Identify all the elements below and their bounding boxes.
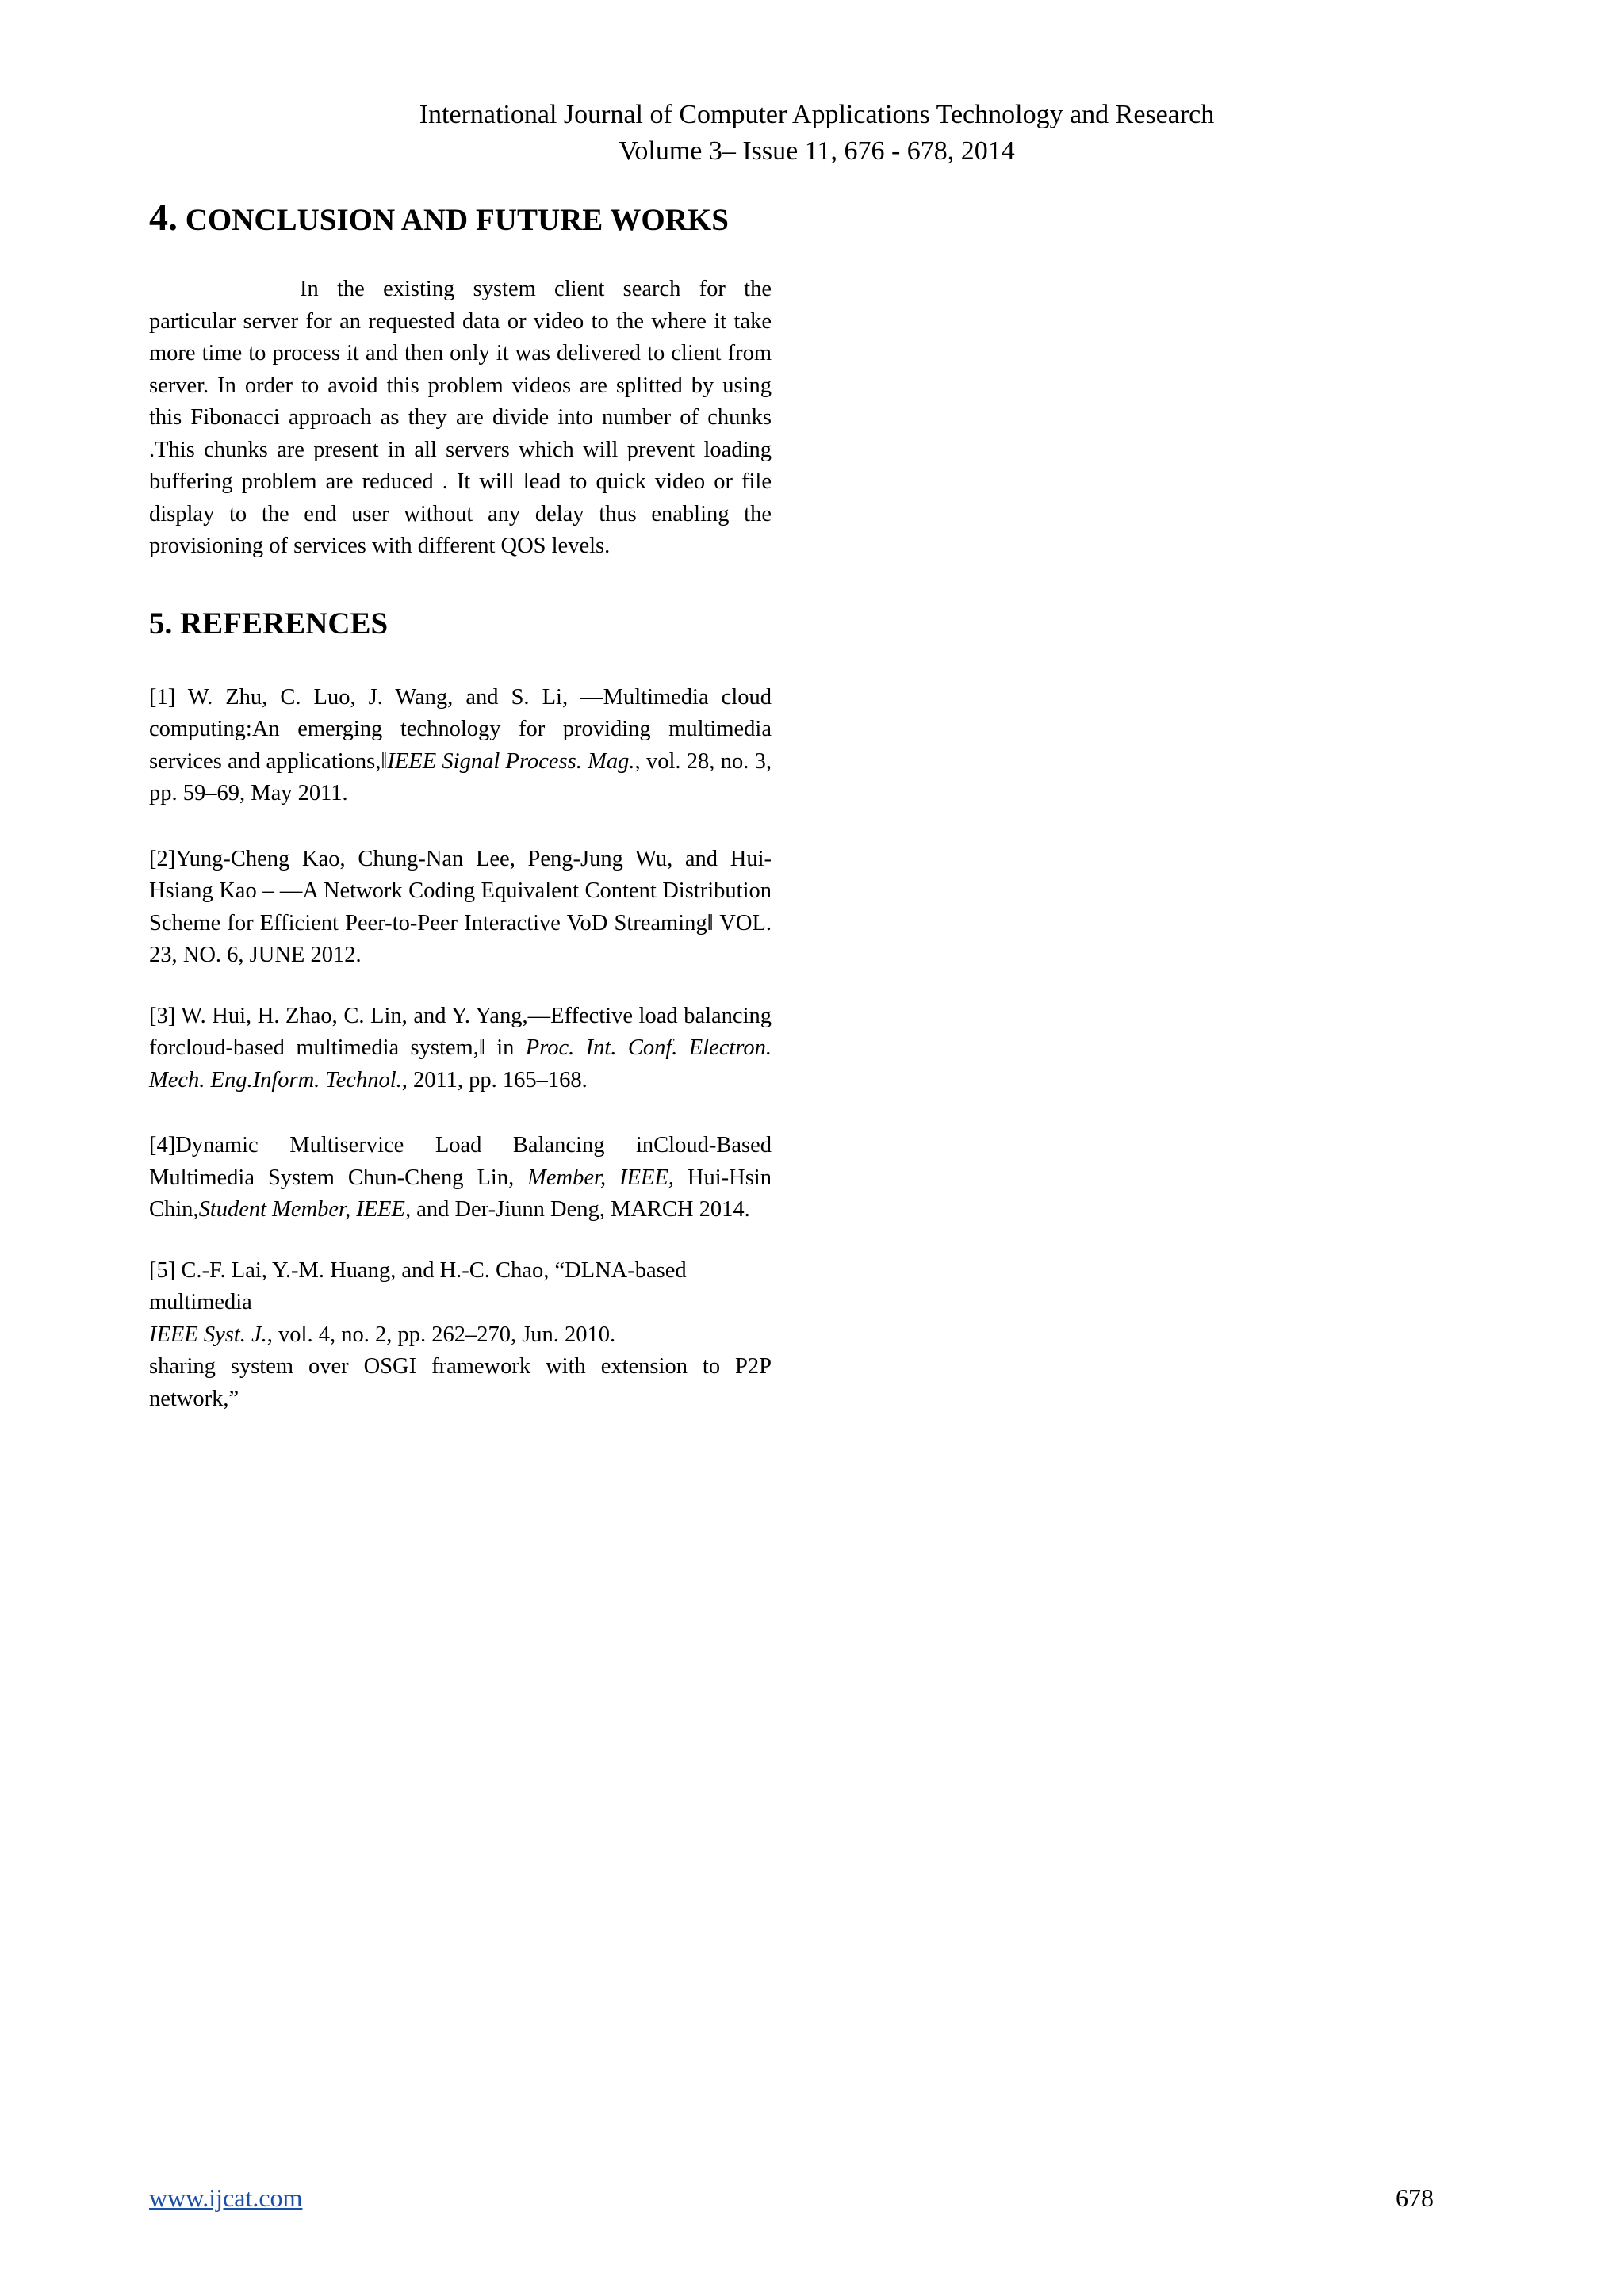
- journal-title: International Journal of Computer Applications Technology and Research: [419, 100, 1215, 129]
- reference-5: [149, 1255, 772, 1416]
- reference-5-venue: IEEE Syst. J.: [149, 1322, 267, 1347]
- reference-5-line-4: sharing system over OSGI framework with extension to P2P: [149, 1354, 772, 1379]
- journal-volume: Volume 3– Issue 11, 676 - 678, 2014: [619, 136, 1015, 166]
- reference-2: [149, 844, 772, 972]
- reference-5-line-5: network,”: [149, 1386, 239, 1411]
- reference-3-venue: Proc. Int. Conf. Electron. Mech. Eng.Inform. Technol.: [149, 1035, 772, 1093]
- reference-4-title: [4]Dynamic Multiservice Load Balancing inCloud-Based Multimedia System Chun-Cheng Lin,: [149, 1133, 772, 1190]
- section-4-number: 4.: [149, 197, 178, 239]
- reference-5-details: , vol. 4, no. 2, pp. 262–270, Jun. 2010.: [266, 1322, 616, 1347]
- reference-4-author-2: Hui-Hsin Chin,: [149, 1165, 772, 1222]
- reference-3-authors-title: [3] W. Hui, H. Zhao, C. Lin, and Y. Yang,―Effective load balancing forcloud-based multimedia system,‖ in: [149, 1003, 772, 1060]
- reference-1-venue: IEEE Signal Process. Mag.: [387, 748, 635, 774]
- reference-3: [149, 1001, 772, 1097]
- reference-1-details: , vol. 28, no. 3, pp. 59–69, May 2011.: [149, 748, 772, 806]
- reference-5-line-3: [149, 1319, 772, 1352]
- reference-4-role-1: Member, IEEE,: [527, 1165, 674, 1190]
- section-4-heading: [149, 198, 772, 240]
- section-4-title: CONCLUSION AND FUTURE WORKS: [185, 203, 729, 237]
- reference-3-details: , 2011, pp. 165–168.: [401, 1067, 588, 1093]
- reference-2-text: [2]Yung-Cheng Kao, Chung-Nan Lee, Peng-Jung Wu, and Hui- Hsiang Kao – ―A Network Coding Equivalent Content Distribution Scheme for Efficient Peer-to-Peer Interactive VoD Streaming‖ VOL. 23, NO. 6, JUNE 2012.: [149, 846, 772, 967]
- reference-5-line-1: [5] C.-F. Lai, Y.-M. Huang, and H.-C. Chao, “DLNA-based: [149, 1257, 687, 1283]
- page-number: 678: [1396, 2183, 1434, 2212]
- reference-4-details: and Der-Jiunn Deng, MARCH 2014.: [411, 1197, 750, 1222]
- journal-website-link[interactable]: www.ijcat.com: [149, 2183, 303, 2212]
- reference-4: [149, 1130, 772, 1226]
- conclusion-paragraph: In the existing system client search for the particular server for an requested data or video to the where it take more time to process it and then only it was delivered to client from server. In order to avoid this problem videos are splitted by using this Fibonacci approach as they are divide into number of chunks .This chunks are present in all servers which will prevent loading buffering problem are reduced . It will lead to quick video or file display to the end user without any delay thus enabling the provisioning of services with different QOS levels.: [149, 277, 772, 558]
- reference-1: [149, 682, 772, 810]
- reference-4-role-2: Student Member, IEEE,: [198, 1197, 412, 1222]
- reference-1-authors-title: [1] W. Zhu, C. Luo, J. Wang, and S. Li, ―Multimedia cloud computing:An emerging technology for providing multimedia services and applications,‖: [149, 684, 772, 774]
- main-column: [149, 198, 772, 1415]
- reference-5-line-2: multimedia: [149, 1290, 252, 1314]
- references-heading: 5. REFERENCES: [149, 606, 389, 641]
- journal-header: [341, 97, 1293, 170]
